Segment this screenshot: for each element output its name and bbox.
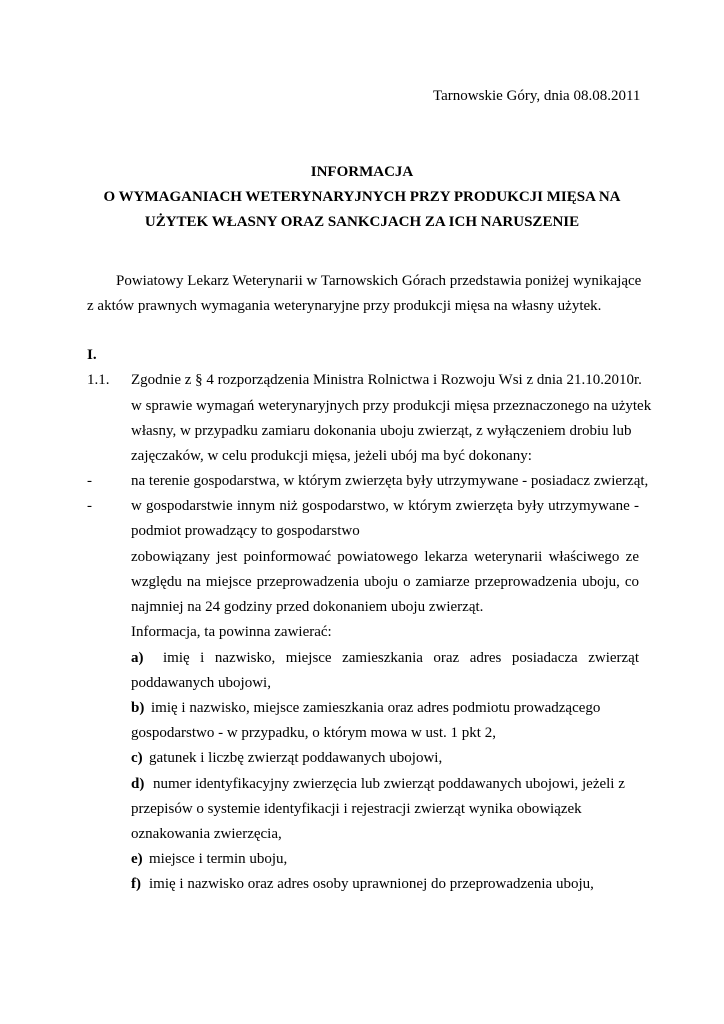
obligation-line-2: względu na miejsce przeprowadzenia uboju o zamiarze przeprowadzenia uboju, co — [131, 574, 639, 590]
item-d-line-1: numer identyfikacyjny zwierzęcia lub zwierząt poddawanych ubojowi, jeżeli z — [153, 776, 625, 792]
bullet-2-line-1: w gospodarstwie innym niż gospodarstwo, w którym zwierzęta były utrzymywane - — [131, 498, 639, 514]
title-line-3: UŻYTEK WŁASNY ORAZ SANKCJACH ZA ICH NARUSZENIE — [144, 214, 580, 230]
title-line-2: O WYMAGANIACH WETERYNARYJNYCH PRZY PRODUKCJI MIĘSA NA — [103, 189, 621, 205]
item-e-line-1: miejsce i termin uboju, — [149, 851, 288, 867]
obligation-line-1: zobowiązany jest poinformować powiatowego lekarza weterynarii właściwego ze — [131, 549, 639, 565]
item-b-line-1: imię i nazwisko, miejsce zamieszkania oraz adres podmiotu prowadzącego — [151, 700, 601, 716]
item-a-line-2: poddawanych ubojowi, — [131, 675, 271, 691]
bullet-dash-2: - — [87, 498, 92, 514]
item-b-label: b) — [131, 700, 145, 716]
item-a-line-1: imię i nazwisko, miejsce zamieszkania oraz adres posiadacza zwierząt — [163, 650, 639, 666]
item-e-label: e) — [131, 851, 143, 867]
info-heading: Informacja, ta powinna zawierać: — [131, 624, 332, 640]
section-number: I. — [87, 347, 97, 363]
bullet-1: na terenie gospodarstwa, w którym zwierzęta były utrzymywane - posiadacz zwierząt, — [131, 473, 649, 489]
item-b-line-2: gospodarstwo - w przypadku, o którym mowa w ust. 1 pkt 2, — [131, 725, 496, 741]
item-d-label: d) — [131, 776, 145, 792]
item-d-line-2: przepisów o systemie identyfikacji i rejestracji zwierząt wynika obowiązek — [131, 801, 582, 817]
paragraph-line-1: Zgodnie z § 4 rozporządzenia Ministra Rolnictwa i Rozwoju Wsi z dnia 21.10.2010r. — [131, 372, 642, 388]
paragraph-line-3: własny, w przypadku zamiaru dokonania uboju zwierząt, z wyłączeniem drobiu lub — [131, 423, 632, 439]
obligation-line-3: najmniej na 24 godziny przed dokonaniem uboju zwierząt. — [131, 599, 484, 615]
item-d-line-3: oznakowania zwierzęcia, — [131, 826, 282, 842]
item-c-label: c) — [131, 750, 143, 766]
paragraph-line-2: w sprawie wymagań weterynaryjnych przy produkcji mięsa przeznaczonego na użytek — [131, 398, 652, 414]
item-c-line-1: gatunek i liczbę zwierząt poddawanych ubojowi, — [149, 750, 443, 766]
intro-line-2: z aktów prawnych wymagania weterynaryjne przy produkcji mięsa na własny użytek. — [87, 298, 602, 314]
item-f-line-1: imię i nazwisko oraz adres osoby uprawnionej do przeprowadzenia uboju, — [149, 876, 594, 892]
item-number: 1.1. — [87, 372, 110, 388]
bullet-2-line-2: podmiot prowadzący to gospodarstwo — [131, 523, 360, 539]
title-line-1: INFORMACJA — [310, 164, 414, 180]
intro-line-1: Powiatowy Lekarz Weterynarii w Tarnowskich Górach przedstawia poniżej wynikające — [116, 273, 642, 289]
bullet-dash-1: - — [87, 473, 92, 489]
item-f-label: f) — [131, 876, 141, 892]
paragraph-line-4: zajęczaków, w celu produkcji mięsa, jeżeli ubój ma być dokonany: — [131, 448, 532, 464]
item-a-label: a) — [131, 650, 144, 666]
place-and-date: Tarnowskie Góry, dnia 08.08.2011 — [433, 88, 641, 104]
